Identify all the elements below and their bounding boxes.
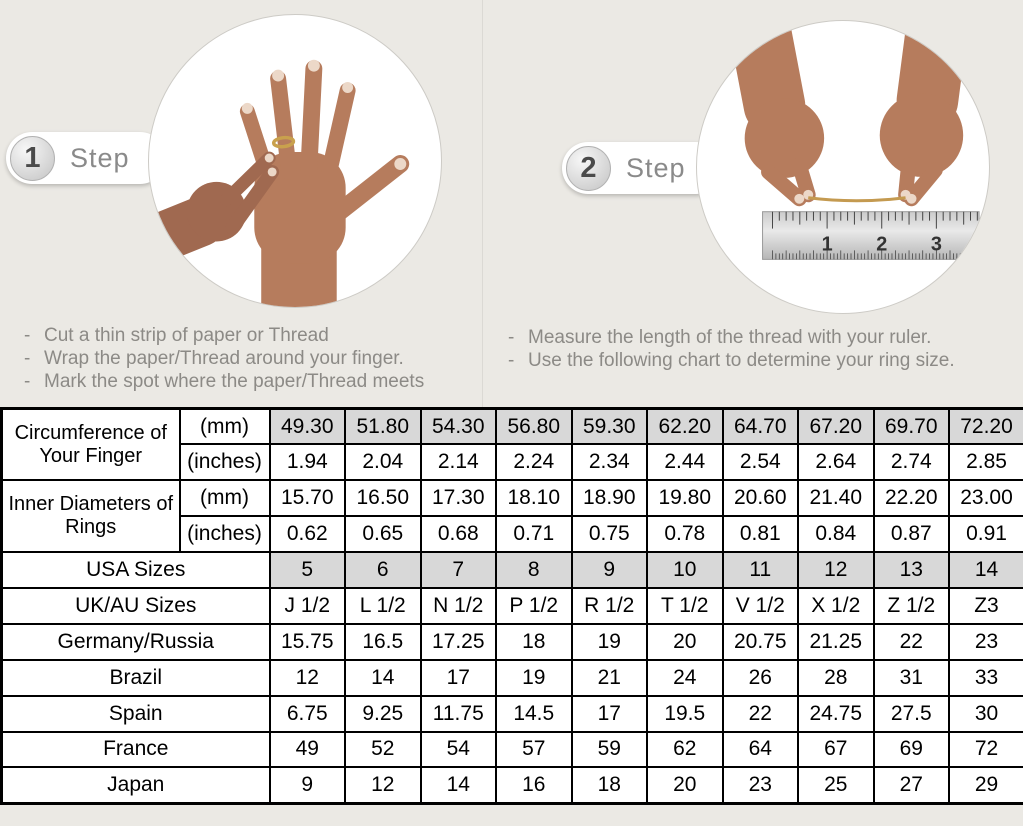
table-cell: 2.04 [345, 444, 421, 480]
table-cell: 49.30 [270, 409, 346, 445]
table-cell: 22 [723, 696, 799, 732]
hand-with-ring-illustration [149, 15, 441, 307]
table-cell: 62.20 [647, 409, 723, 445]
table-cell: 21.25 [798, 624, 874, 660]
table-cell: 20.60 [723, 480, 799, 516]
table-cell: 15.70 [270, 480, 346, 516]
table-cell: 25 [798, 767, 874, 803]
table-cell: P 1/2 [496, 588, 572, 624]
bullet-dash: - [24, 325, 31, 346]
table-cell: T 1/2 [647, 588, 723, 624]
table-cell: 7 [421, 552, 497, 588]
table-cell: R 1/2 [572, 588, 648, 624]
instruction-line [22, 324, 424, 347]
table-cell: 67.20 [798, 409, 874, 445]
measuring-thread-illustration [697, 21, 989, 313]
table-cell: 23 [949, 624, 1023, 660]
step1-photo-hand-with-ring [148, 14, 442, 308]
table-cell: 64.70 [723, 409, 799, 445]
table-cell: Z3 [949, 588, 1023, 624]
table-cell: 51.80 [345, 409, 421, 445]
step2-label: Step [626, 152, 686, 183]
table-cell: 6.75 [270, 696, 346, 732]
table-cell: 2.64 [798, 444, 874, 480]
right-hand [880, 21, 963, 204]
table-cell: 5 [270, 552, 346, 588]
table-cell: 33 [949, 660, 1023, 696]
table-cell: 12 [345, 767, 421, 803]
table-cell: 72.20 [949, 409, 1023, 445]
table-cell: 9.25 [345, 696, 421, 732]
table-cell: 59.30 [572, 409, 648, 445]
table-cell: 0.91 [949, 516, 1023, 552]
instruction-text: Measure the length of the thread with your ruler. [528, 327, 932, 348]
table-cell: 2.14 [421, 444, 497, 480]
step1-number: 1 [10, 136, 55, 181]
table-cell: 22 [874, 624, 950, 660]
table-cell: 64 [723, 732, 799, 768]
instruction-text: Wrap the paper/Thread around your finger. [44, 348, 404, 369]
table-cell: 20 [647, 624, 723, 660]
table-cell: 6 [345, 552, 421, 588]
table-cell: 17.30 [421, 480, 497, 516]
table-cell: 21 [572, 660, 648, 696]
bullet-dash: - [24, 348, 31, 369]
table-cell: 14 [421, 767, 497, 803]
table-cell: 18.90 [572, 480, 648, 516]
table-cell: 2.74 [874, 444, 950, 480]
table-cell: 12 [270, 660, 346, 696]
table-cell: Z 1/2 [874, 588, 950, 624]
table-cell: 0.62 [270, 516, 346, 552]
bullet-dash: - [508, 350, 515, 371]
table-cell: 2.44 [647, 444, 723, 480]
step2-photo-measuring-thread [696, 20, 990, 314]
table-cell: 18.10 [496, 480, 572, 516]
table-cell: 0.84 [798, 516, 874, 552]
size-chart-table [0, 407, 1023, 805]
table-cell: 57 [496, 732, 572, 768]
table-cell: USA Sizes [2, 552, 270, 588]
table-cell: 19 [496, 660, 572, 696]
table-row [2, 767, 1023, 803]
table-cell: 0.81 [723, 516, 799, 552]
table-cell: 23.00 [949, 480, 1023, 516]
table-row [2, 732, 1023, 768]
table-cell: 54.30 [421, 409, 497, 445]
table-cell: J 1/2 [270, 588, 346, 624]
table-cell: 2.24 [496, 444, 572, 480]
table-row [2, 696, 1023, 732]
table-cell: 11.75 [421, 696, 497, 732]
step1-badge [6, 132, 166, 184]
table-cell: 0.71 [496, 516, 572, 552]
table-cell: 10 [647, 552, 723, 588]
table-cell: 24 [647, 660, 723, 696]
table-cell: 17 [421, 660, 497, 696]
table-cell: 67 [798, 732, 874, 768]
table-cell: 14 [949, 552, 1023, 588]
instruction-line [22, 370, 424, 393]
table-cell: 14.5 [496, 696, 572, 732]
ruler-number-3: 3 [930, 233, 942, 256]
table-cell: 8 [496, 552, 572, 588]
table-cell: 62 [647, 732, 723, 768]
table-cell: Japan [2, 767, 270, 803]
table-cell: 16.50 [345, 480, 421, 516]
table-cell: Brazil [2, 660, 270, 696]
size-chart-body [2, 409, 1023, 804]
table-cell: 14 [345, 660, 421, 696]
table-cell: N 1/2 [421, 588, 497, 624]
table-cell: 13 [874, 552, 950, 588]
vertical-divider [482, 0, 483, 407]
table-cell: France [2, 732, 270, 768]
table-cell: 26 [723, 660, 799, 696]
table-cell: 9 [572, 552, 648, 588]
bullet-dash: - [24, 371, 31, 392]
table-cell: 52 [345, 732, 421, 768]
table-row [2, 552, 1023, 588]
table-cell: 49 [270, 732, 346, 768]
table-cell: 17 [572, 696, 648, 732]
table-cell: 23 [723, 767, 799, 803]
table-cell: 24.75 [798, 696, 874, 732]
table-cell: 2.34 [572, 444, 648, 480]
table-cell: 22.20 [874, 480, 950, 516]
table-cell: Germany/Russia [2, 624, 270, 660]
table-row [2, 624, 1023, 660]
table-cell: Circumference of Your Finger [2, 409, 180, 481]
instruction-line [506, 349, 955, 372]
table-cell: 9 [270, 767, 346, 803]
table-cell: 1.94 [270, 444, 346, 480]
table-cell: 31 [874, 660, 950, 696]
table-cell: X 1/2 [798, 588, 874, 624]
table-row [2, 480, 1023, 516]
left-hand [745, 21, 824, 204]
table-cell: 28 [798, 660, 874, 696]
table-cell: 19.80 [647, 480, 723, 516]
table-cell: V 1/2 [723, 588, 799, 624]
table-cell: 20 [647, 767, 723, 803]
table-cell: 2.54 [723, 444, 799, 480]
table-cell: 29 [949, 767, 1023, 803]
step1-label: Step [70, 142, 130, 173]
table-cell: 30 [949, 696, 1023, 732]
table-row [2, 588, 1023, 624]
table-cell: UK/AU Sizes [2, 588, 270, 624]
ruler-number-2: 2 [876, 233, 888, 256]
table-cell: 11 [723, 552, 799, 588]
table-cell: 19.5 [647, 696, 723, 732]
table-cell: 56.80 [496, 409, 572, 445]
ruler [763, 212, 980, 260]
table-cell: 17.25 [421, 624, 497, 660]
table-cell: 69 [874, 732, 950, 768]
table-cell: 0.78 [647, 516, 723, 552]
table-cell: (inches) [180, 444, 270, 480]
step2-instructions [506, 326, 955, 372]
table-cell: Spain [2, 696, 270, 732]
table-cell: 20.75 [723, 624, 799, 660]
bullet-dash: - [508, 327, 515, 348]
table-cell: 12 [798, 552, 874, 588]
instruction-text: Mark the spot where the paper/Thread meets [44, 371, 425, 392]
table-cell: 15.75 [270, 624, 346, 660]
table-cell: 27.5 [874, 696, 950, 732]
table-cell: 0.75 [572, 516, 648, 552]
table-cell: Inner Diameters of Rings [2, 480, 180, 552]
table-cell: (mm) [180, 409, 270, 445]
steps-section [0, 0, 1023, 407]
table-row [2, 409, 1023, 445]
gold-thread [808, 198, 905, 201]
table-cell: 18 [572, 767, 648, 803]
table-cell: 72 [949, 732, 1023, 768]
ruler-number-1: 1 [821, 233, 833, 256]
table-cell: (inches) [180, 516, 270, 552]
step1-instructions [22, 324, 424, 393]
step2-number: 2 [566, 146, 611, 191]
table-cell: 16 [496, 767, 572, 803]
instruction-line [506, 326, 955, 349]
table-cell: 27 [874, 767, 950, 803]
table-cell: L 1/2 [345, 588, 421, 624]
table-cell: 19 [572, 624, 648, 660]
table-cell: 59 [572, 732, 648, 768]
table-cell: 0.68 [421, 516, 497, 552]
instruction-text: Cut a thin strip of paper or Thread [44, 325, 329, 346]
table-cell: 0.87 [874, 516, 950, 552]
table-cell: 69.70 [874, 409, 950, 445]
instruction-line [22, 347, 424, 370]
table-cell: 2.85 [949, 444, 1023, 480]
table-cell: 0.65 [345, 516, 421, 552]
table-cell: (mm) [180, 480, 270, 516]
table-cell: 18 [496, 624, 572, 660]
table-cell: 21.40 [798, 480, 874, 516]
table-row [2, 660, 1023, 696]
instruction-text: Use the following chart to determine your ring size. [528, 350, 955, 371]
table-cell: 16.5 [345, 624, 421, 660]
table-cell: 54 [421, 732, 497, 768]
